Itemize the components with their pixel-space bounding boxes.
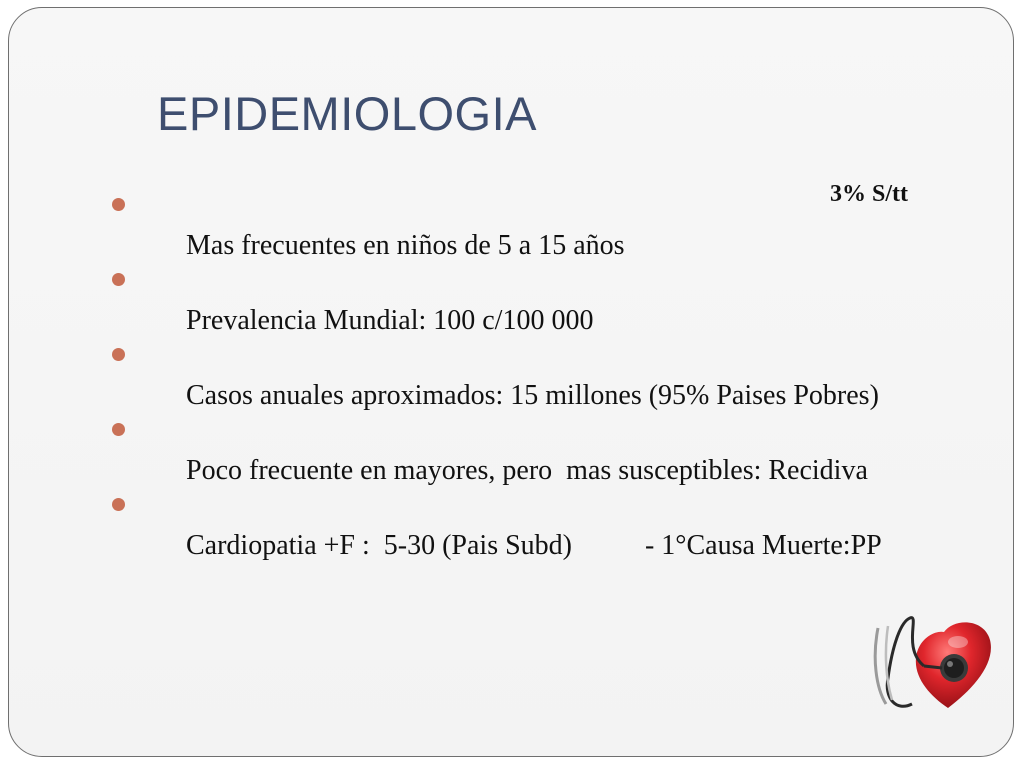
list-item <box>112 186 882 261</box>
bullet-text: Prevalencia Mundial: 100 c/100 000 <box>186 305 594 336</box>
bullet-text: Poco frecuente en mayores, pero mas susceptibles: Recidiva <box>186 455 868 486</box>
list-item <box>112 486 882 561</box>
slide-title: EPIDEMIOLOGIA <box>157 87 537 140</box>
bullet-text: Mas frecuentes en niños de 5 a 15 años <box>186 230 625 261</box>
bullet-text-left: Cardiopatia +F : 5-30 (Pais Subd) <box>186 530 572 561</box>
bullet-dot <box>112 423 125 436</box>
treatment-note: 3% S/tt <box>830 181 908 207</box>
bullet-text: Casos anuales aproximados: 15 millones (95% Paises Pobres) <box>186 380 879 411</box>
bullet-dot <box>112 273 125 286</box>
bullet-text-right: - 1°Causa Muerte:PP <box>644 530 882 561</box>
list-item <box>112 336 882 411</box>
list-item <box>112 411 882 486</box>
bullet-dot <box>112 498 125 511</box>
bullet-list <box>112 186 882 561</box>
bullet-dot <box>112 198 125 211</box>
bullet-dot <box>112 348 125 361</box>
heart-stethoscope-icon <box>862 608 1002 728</box>
list-item <box>112 261 882 336</box>
